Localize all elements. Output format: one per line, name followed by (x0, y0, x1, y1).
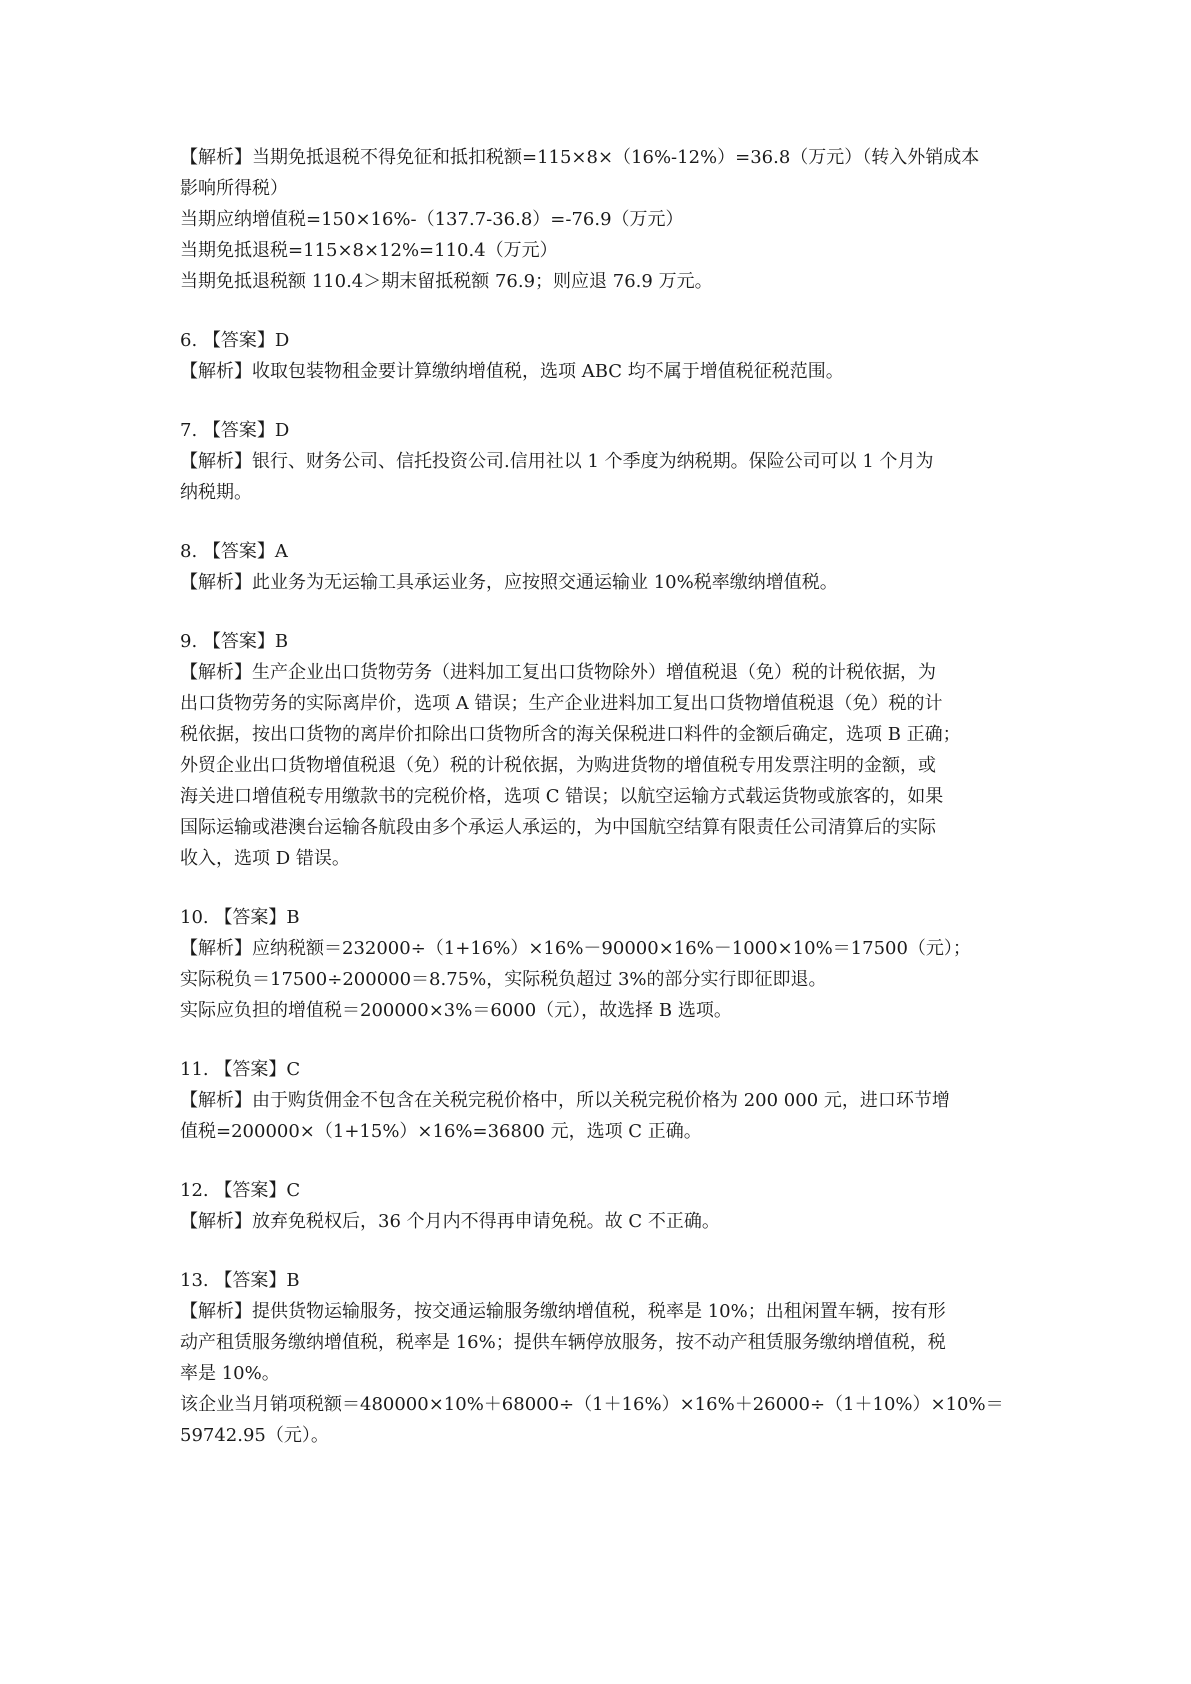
explanation-line: 【解析】由于购货佣金不包含在关税完税价格中，所以关税完税价格为 200 000 元，进口环节增 (180, 1090, 950, 1111)
answer-line: 13. 【答案】B (180, 1270, 300, 1291)
explanation-line: 当期应纳增值税=150×16%-（137.7-36.8）=-76.9（万元） (180, 209, 684, 230)
answer-line: 7. 【答案】D (180, 420, 290, 441)
explanation-line: 【解析】当期免抵退税不得免征和抵扣税额=115×8×（16%-12%）=36.8（万元）（转入外销成本 (180, 147, 980, 168)
explanation-line: 【解析】此业务为无运输工具承运业务，应按照交通运输业 10%税率缴纳增值税。 (180, 572, 838, 593)
explanation-line: 【解析】银行、财务公司、信托投资公司.信用社以 1 个季度为纳税期。保险公司可以 1 个月为 (180, 451, 934, 472)
answer-line: 6. 【答案】D (180, 330, 290, 351)
answer-item (180, 1054, 1020, 1147)
explanation-line: 率是 10%。 (180, 1363, 280, 1384)
document-body (180, 142, 1020, 1479)
explanation-line: 出口货物劳务的实际离岸价，选项 A 错误；生产企业进料加工复出口货物增值税退（免）税的计 (180, 693, 943, 714)
answer-line: 11. 【答案】C (180, 1059, 301, 1080)
answer-item (180, 902, 1020, 1026)
explanation-line: 收入，选项 D 错误。 (180, 848, 350, 869)
explanation-line: 纳税期。 (180, 482, 252, 503)
explanation-line: 当期免抵退税=115×8×12%=110.4（万元） (180, 240, 558, 261)
explanation-line: 当期免抵退税额 110.4＞期末留抵税额 76.9；则应退 76.9 万元。 (180, 271, 713, 292)
explanation-line: 【解析】提供货物运输服务，按交通运输服务缴纳增值税，税率是 10%；出租闲置车辆，按有形 (180, 1301, 946, 1322)
explanation-line: 【解析】放弃免税权后，36 个月内不得再申请免税。故 C 不正确。 (180, 1211, 720, 1232)
answer-line: 10. 【答案】B (180, 907, 300, 928)
explanation-line: 税依据，按出口货物的离岸价扣除出口货物所含的海关保税进口料件的金额后确定，选项 B 正确； (180, 724, 961, 745)
explanation-line: 59742.95（元）。 (180, 1425, 329, 1446)
answer-line: 9. 【答案】B (180, 631, 289, 652)
explanation-line: 该企业当月销项税额＝480000×10%＋68000÷（1＋16%）×16%＋26000÷（1＋10%）×10%＝ (180, 1394, 1004, 1415)
explanation-line: 实际税负＝17500÷200000＝8.75%，实际税负超过 3%的部分实行即征即退。 (180, 969, 827, 990)
answer-item (180, 325, 1020, 387)
answer-item (180, 1175, 1020, 1237)
explanation-line: 影响所得税） (180, 178, 288, 199)
explanation-line: 动产租赁服务缴纳增值税，税率是 16%；提供车辆停放服务，按不动产租赁服务缴纳增值税，税 (180, 1332, 946, 1353)
explanation-line: 国际运输或港澳台运输各航段由多个承运人承运的，为中国航空结算有限责任公司清算后的实际 (180, 817, 936, 838)
answer-item (180, 536, 1020, 598)
answer-line: 12. 【答案】C (180, 1180, 301, 1201)
answer-item (180, 626, 1020, 874)
explanation-line: 【解析】应纳税额＝232000÷（1+16%）×16%－90000×16%－1000×10%＝17500（元）； (180, 938, 971, 959)
explanation-line: 外贸企业出口货物增值税退（免）税的计税依据，为购进货物的增值税专用发票注明的金额，或 (180, 755, 936, 776)
answer-line: 8. 【答案】A (180, 541, 288, 562)
explanation-line: 实际应负担的增值税＝200000×3%＝6000（元），故选择 B 选项。 (180, 1000, 732, 1021)
explanation-line: 【解析】生产企业出口货物劳务（进料加工复出口货物除外）增值税退（免）税的计税依据，为 (180, 662, 936, 683)
answer-item (180, 415, 1020, 508)
explanation-line: 【解析】收取包装物租金要计算缴纳增值税，选项 ABC 均不属于增值税征税范围。 (180, 361, 844, 382)
explanation-line: 海关进口增值税专用缴款书的完税价格，选项 C 错误；以航空运输方式载运货物或旅客的，如果 (180, 786, 944, 807)
answer-item (180, 1265, 1020, 1451)
explanation-continuation (180, 142, 1020, 297)
explanation-line: 值税=200000×（1+15%）×16%=36800 元，选项 C 正确。 (180, 1121, 702, 1142)
